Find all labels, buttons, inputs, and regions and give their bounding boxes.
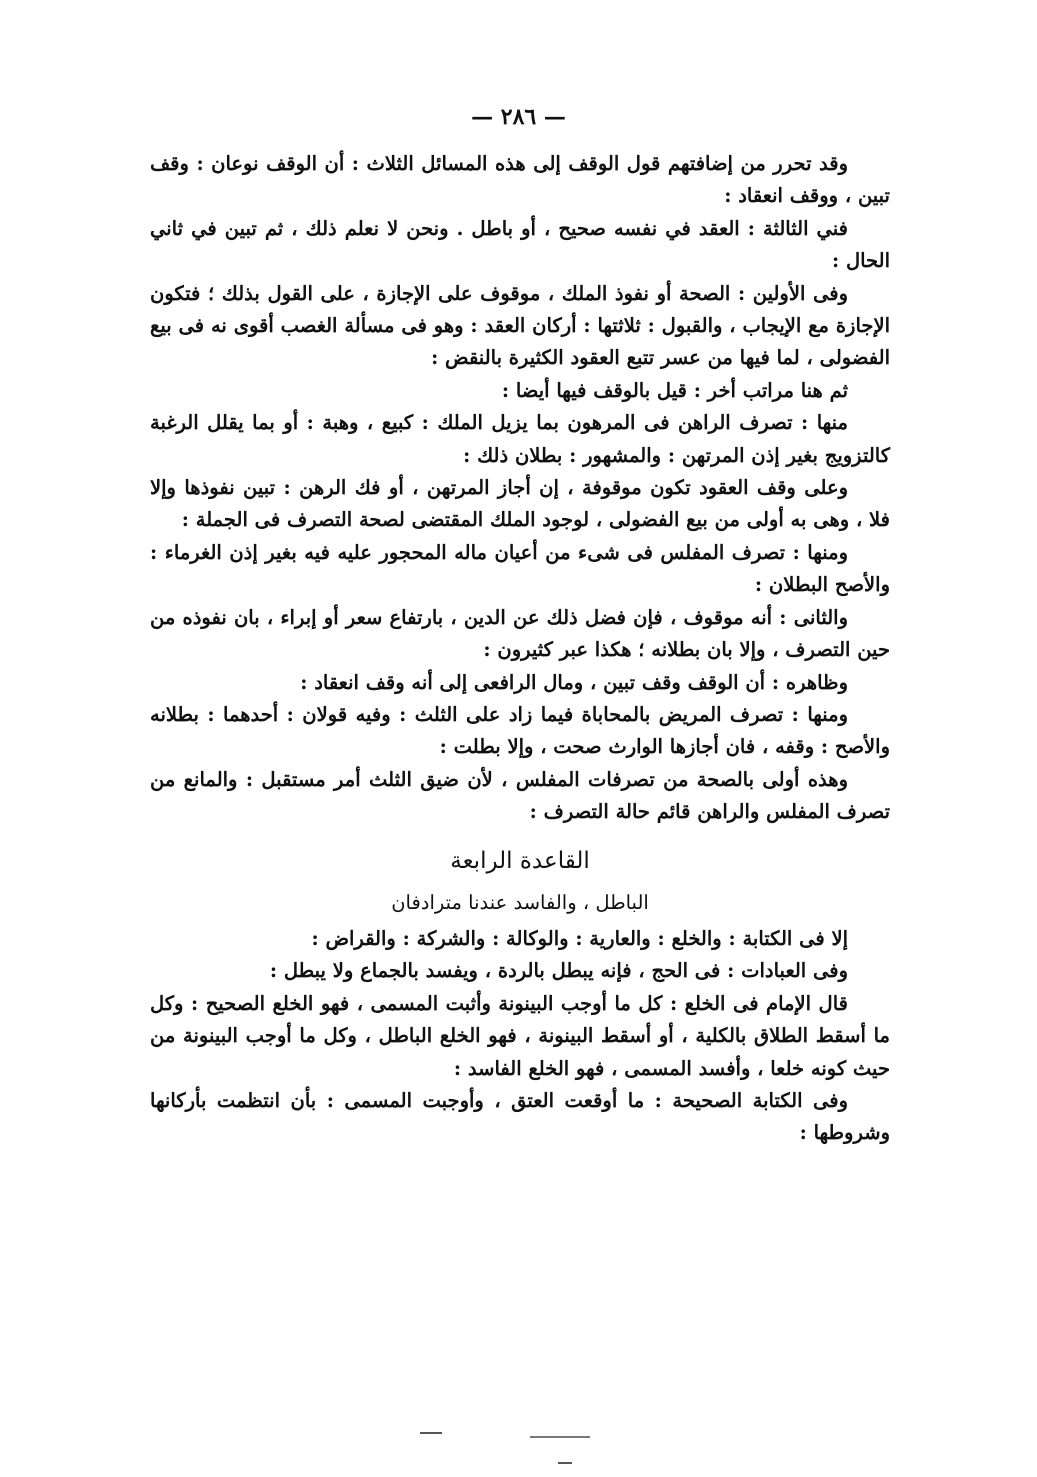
paragraph: وعلى وقف العقود تكون موقوفة ، إن أجاز المرتهن ، أو فك الرهن : تبين نفوذها وإلا فلا ، وهى به أولى من بيع الفضولى ، لوجود الملك المقتضى لصحة التصرف فى الجملة : bbox=[150, 476, 890, 532]
paragraph: وهذه أولى بالصحة من تصرفات المفلس ، لأن ضيق الثلث أمر مستقبل : والمانع من تصرف المفلس والراهن قائم حالة التصرف : bbox=[150, 767, 890, 824]
print-mark bbox=[530, 1436, 590, 1438]
paragraphs-top bbox=[150, 148, 890, 829]
paragraph: وفى الأولين : الصحة أو نفوذ الملك ، موقوف على الإجازة ، على القول بذلك ؛ فتكون الإجازة مع الإيجاب ، والقبول : ثلاثتها : أركان العقد : وهو فى مسألة الغصب أقوى نه فى بيع الفضولى ، لما فيها من عسر تتبع العقود الكثيرة بالنقض : bbox=[150, 281, 890, 370]
print-mark bbox=[558, 1462, 572, 1464]
section-title: القاعدة الرابعة bbox=[450, 847, 590, 874]
section-subtitle: الباطل ، والفاسد عندنا مترادفان bbox=[391, 890, 649, 914]
paragraph: وظاهره : أن الوقف وقف تبين ، ومال الرافعى إلى أنه وقف انعقاد : bbox=[300, 670, 848, 694]
paragraph: ومنها : تصرف المفلس فى شىء من أعيان ماله المحجور عليه فيه بغير إذن الغرماء : والأصح البطلان : bbox=[150, 540, 890, 597]
print-marks bbox=[410, 1432, 590, 1472]
paragraph: فني الثالثة : العقد في نفسه صحيح ، أو باطل . ونحن لا نعلم ذلك ، ثم تبين في ثاني الحال : bbox=[150, 216, 890, 273]
paragraph: وقد تحرر من إضافتهم قول الوقف إلى هذه المسائل الثلاث : أن الوقف نوعان : وقف تبين ، ووقف انعقاد : bbox=[150, 152, 890, 208]
paragraphs-bottom bbox=[150, 923, 890, 1150]
paragraph: قال الإمام فى الخلع : كل ما أوجب البينونة وأثبت المسمى ، فهو الخلع الصحيح : وكل ما أسقط الطلاق بالكلية ، أو أسقط البينونة ، فهو الخلع الباطل ، وكل ما أوجب البينونة من حيث كونه خلعا ، وأفسد المسمى ، فهو الخلع الفاسد : bbox=[150, 991, 890, 1080]
paragraph: ومنها : تصرف المريض بالمحاباة فيما زاد على الثلث : وفيه قولان : أحدهما : بطلانه والأصح : وقفه ، فان أجازها الوارث صحت ، وإلا بطلت : bbox=[150, 702, 890, 759]
page-number: — ٢٨٦ — bbox=[471, 104, 566, 130]
paragraph: وفى العبادات : فى الحج ، فإنه يبطل بالردة ، ويفسد بالجماع ولا يبطل : bbox=[269, 959, 848, 983]
paragraph: والثانى : أنه موقوف ، فإن فضل ذلك عن الدين ، بارتفاع سعر أو إبراء ، بان نفوذه من حين التصرف ، وإلا بان بطلانه ؛ هكذا عبر كثيرون : bbox=[150, 605, 890, 662]
paragraph: إلا فى الكتابة : والخلع : والعارية : والوكالة : والشركة : والقراض : bbox=[311, 926, 848, 950]
paragraph: ثم هنا مراتب أخر : قيل بالوقف فيها أيضا : bbox=[501, 378, 848, 402]
paragraph: وفى الكتابة الصحيحة : ما أوقعت العتق ، وأوجبت المسمى : بأن انتظمت بأركانها وشروطها : bbox=[150, 1088, 890, 1145]
paragraph: منها : تصرف الراهن فى المرهون بما يزيل الملك : كبيع ، وهبة : أو بما يقلل الرغبة كالتزويج بغير إذن المرتهن : والمشهور : بطلان ذلك : bbox=[150, 411, 890, 467]
print-mark bbox=[420, 1432, 442, 1434]
page-body bbox=[150, 148, 890, 1150]
